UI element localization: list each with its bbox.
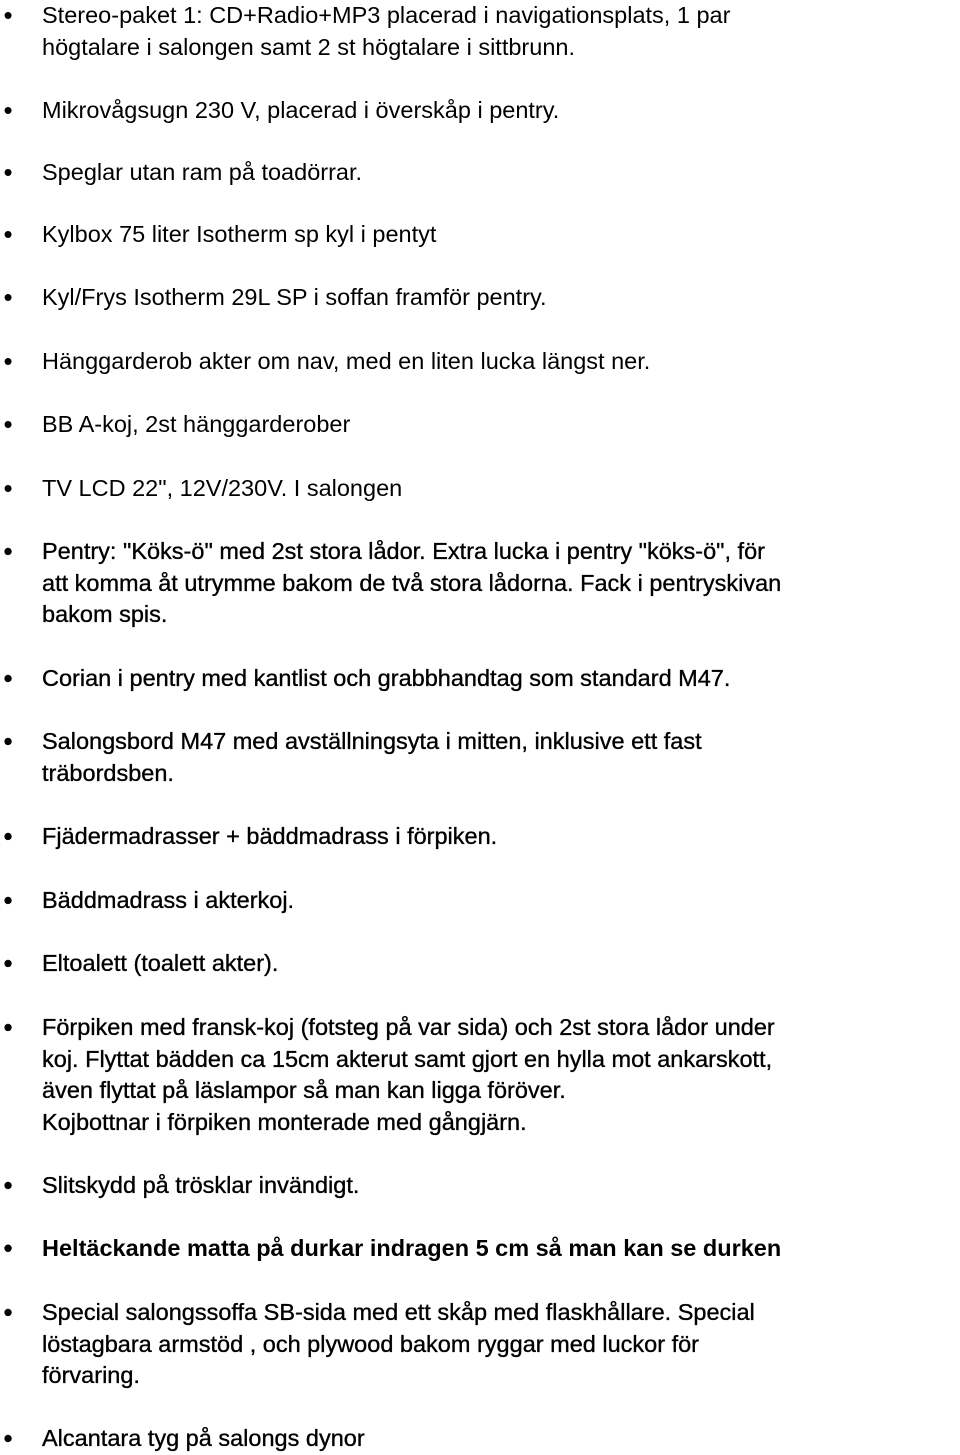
list-item-text: Mikrovågsugn 230 V, placerad i överskåp i pentry. bbox=[42, 97, 560, 123]
bullet-icon: • bbox=[3, 282, 13, 312]
bullet-icon: • bbox=[3, 157, 13, 187]
bullet-icon: • bbox=[3, 1297, 13, 1327]
list-item-text: Pentry: "Köks-ö" med 2st stora lådor. Extra lucka i pentry "köks-ö", för att komma åt utrymme bakom de två stora lådorna. Fack i pentryskivan bakom spis. bbox=[42, 538, 782, 627]
bullet-icon: • bbox=[3, 663, 13, 693]
bullet-icon: • bbox=[3, 885, 13, 915]
list-item-text: Speglar utan ram på toadörrar. bbox=[42, 159, 363, 185]
list-item-text: Eltoalett (toalett akter). bbox=[42, 950, 279, 976]
list-item-text: Heltäckande matta på durkar indragen 5 cm så man kan se durken bbox=[42, 1235, 782, 1261]
bullet-icon: • bbox=[3, 948, 13, 978]
bullet-icon: • bbox=[3, 536, 13, 566]
list-item-text: Fjädermadrasser + bäddmadrass i förpiken. bbox=[42, 823, 498, 849]
list-item-text: Corian i pentry med kantlist och grabbhandtag som standard M47. bbox=[42, 665, 731, 691]
bullet-icon: • bbox=[3, 726, 13, 756]
bullet-icon: • bbox=[3, 219, 13, 249]
bullet-icon: • bbox=[3, 95, 13, 125]
list-item-text: Stereo-paket 1: CD+Radio+MP3 placerad i navigationsplats, 1 par högtalare i salongen samt 2 st högtalare i sittbrunn. bbox=[42, 2, 731, 60]
list-item-text: Hänggarderob akter om nav, med en liten lucka längst ner. bbox=[42, 348, 651, 374]
list-item-text: Slitskydd på trösklar invändigt. bbox=[42, 1172, 360, 1198]
list-item-text: Kylbox 75 liter Isotherm sp kyl i pentyt bbox=[42, 221, 437, 247]
list-item-text: BB A-koj, 2st hänggarderober bbox=[42, 411, 351, 437]
list-item-text: Salongsbord M47 med avställningsyta i mitten, inklusive ett fast träbordsben. bbox=[42, 728, 702, 786]
bullet-icon: • bbox=[3, 346, 13, 376]
list-item-text: Special salongssoffa SB-sida med ett skåp med flaskhållare. Special löstagbara armstöd , och plywood bakom ryggar med luckor för förvaring. bbox=[42, 1299, 755, 1388]
list-item-text: TV LCD 22", 12V/230V. I salongen bbox=[42, 475, 403, 501]
bullet-icon: • bbox=[3, 1423, 13, 1453]
list-item-text: Bäddmadrass i akterkoj. bbox=[42, 887, 295, 913]
list-item-text: Kyl/Frys Isotherm 29L SP i soffan framför pentry. bbox=[42, 284, 547, 310]
bullet-icon: • bbox=[3, 409, 13, 439]
bullet-icon: • bbox=[3, 1170, 13, 1200]
bullet-icon: • bbox=[3, 1233, 13, 1263]
bullet-icon: • bbox=[3, 0, 13, 30]
list-item-text: Förpiken med fransk-koj (fotsteg på var sida) och 2st stora lådor under koj. Flyttat bädden ca 15cm akterut samt gjort en hylla mot ankarskott, även flyttat på läslampor så man kan ligga föröver. Kojbottnar i förpiken monterade med gångjärn. bbox=[42, 1014, 775, 1135]
list-item-text: Alcantara tyg på salongs dynor bbox=[42, 1425, 365, 1451]
bullet-icon: • bbox=[3, 821, 13, 851]
bullet-icon: • bbox=[3, 1012, 13, 1042]
bullet-icon: • bbox=[3, 473, 13, 503]
